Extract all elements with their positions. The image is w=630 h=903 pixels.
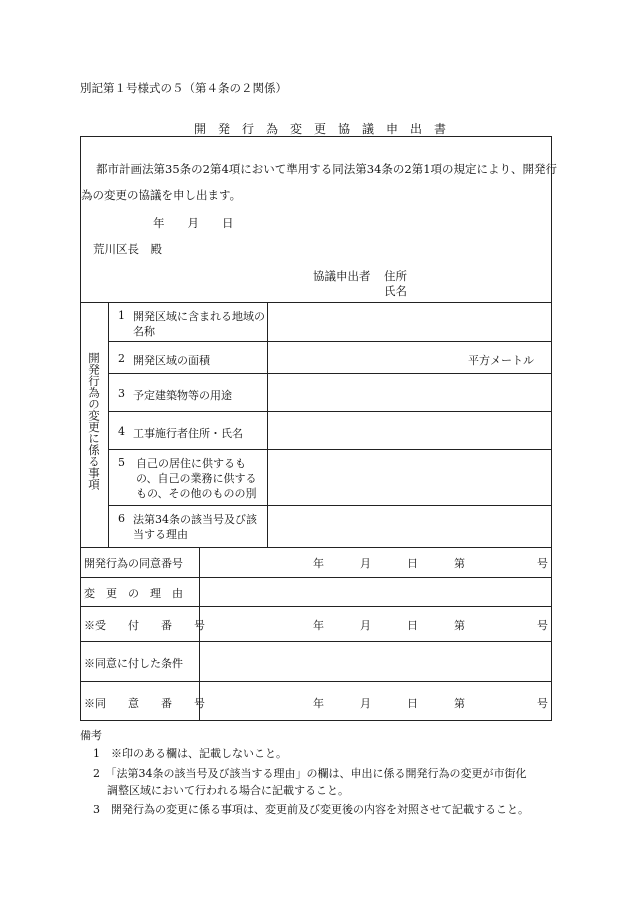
item-label: 工事施行者住所・氏名: [133, 427, 243, 440]
note-item: 2 「法第34条の該当号及び該当する理由」の欄は、申出に係る開発行為の変更が市街化: [93, 767, 527, 780]
intro-line-1: 都市計画法第35条の2第4項において準用する同法第34条の2第1項の規定により、開発行: [96, 162, 558, 176]
section-column-divider: [108, 302, 109, 548]
row-label: 変 更 の 理 由: [84, 587, 183, 600]
row-label: ※受 付 番 号: [84, 619, 205, 632]
item-label: 法第34条の該当号及び該当する理由: [133, 513, 257, 541]
go-label: 号: [537, 619, 548, 632]
change-reason-field[interactable]: [205, 585, 545, 599]
note-item: 1 ※印のある欄は、記載しないこと。: [93, 747, 287, 760]
area-unit[interactable]: 平方メートル: [468, 354, 534, 367]
name-label: 氏名: [384, 284, 407, 298]
divider: [80, 302, 552, 303]
intro-line-2: 為の変更の協議を申し出ます。: [81, 188, 242, 202]
year-label: 年: [313, 557, 324, 570]
item-label: 開発区域に含まれる地域の名称: [133, 310, 265, 338]
item-number: 4: [118, 425, 125, 438]
dai-label: 第: [454, 697, 465, 710]
applicant-label: 協議申出者: [313, 269, 371, 283]
go-label: 号: [537, 557, 548, 570]
item-number: 6: [118, 512, 125, 525]
dai-label: 第: [454, 619, 465, 632]
consent-conditions-field[interactable]: [205, 655, 545, 669]
addressee: 荒川区長 殿: [93, 242, 162, 256]
form-reference: 別記第１号様式の５（第４条の２関係）: [80, 81, 287, 95]
item-number: 5: [118, 456, 125, 469]
day-label: 日: [407, 619, 418, 632]
month-label: 月: [360, 619, 371, 632]
month-label: 月: [360, 557, 371, 570]
item-number: 2: [118, 352, 125, 365]
item-label: 予定建築物等の用途: [133, 389, 232, 402]
row-label: ※同意に付した条件: [84, 657, 183, 670]
dai-label: 第: [454, 557, 465, 570]
section-label: 開発行為の変更に係る事項: [87, 352, 101, 490]
page-title: 開 発 行 為 変 更 協 議 申 出 書: [194, 122, 447, 136]
date-field[interactable]: 年 月 日: [153, 216, 234, 230]
note-item: 3 開発行為の変更に係る事項は、変更前及び変更後の内容を対照させて記載すること。: [93, 803, 529, 816]
items-column-divider: [267, 302, 268, 548]
note-item: 調整区域において行われる場合に記載すること。: [107, 784, 349, 797]
item-label: 開発区域の面積: [133, 354, 210, 367]
day-label: 日: [407, 557, 418, 570]
item-label: 自己の居住に供するもの、自己の業務に供するもの、その他のものの別: [136, 457, 257, 500]
row-label: 開発行為の同意番号: [84, 557, 183, 570]
year-label: 年: [313, 697, 324, 710]
address-label: 住所: [384, 269, 407, 283]
go-label: 号: [537, 697, 548, 710]
year-label: 年: [313, 619, 324, 632]
item-number: 3: [118, 387, 125, 400]
item-number: 1: [118, 309, 125, 322]
month-label: 月: [360, 697, 371, 710]
notes-heading: 備考: [80, 729, 102, 742]
day-label: 日: [407, 697, 418, 710]
row-label: ※同 意 番 号: [84, 697, 205, 710]
